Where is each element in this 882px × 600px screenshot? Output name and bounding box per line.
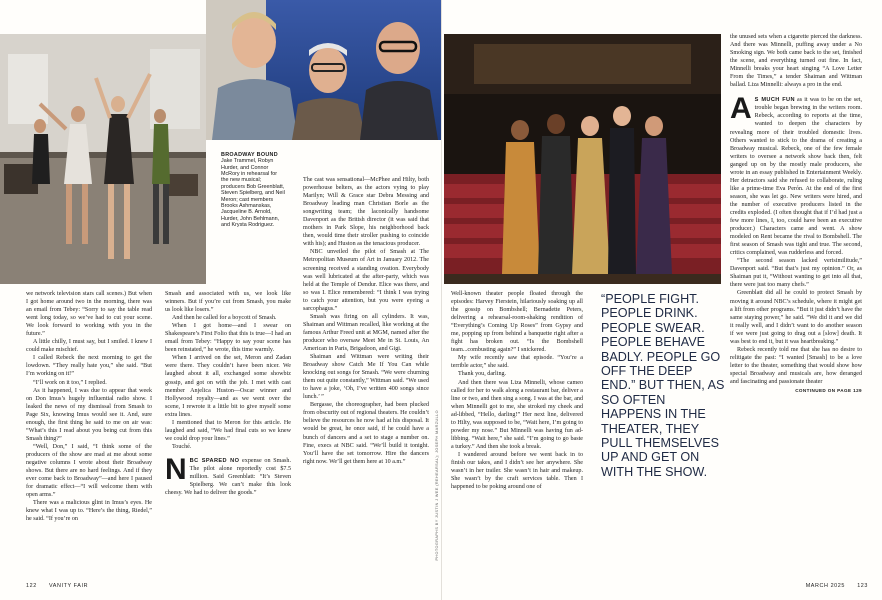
right-column-1-paragraph: My wife recently saw that episode. “You’re a terrible actor,” she said. [451, 355, 583, 370]
left-column-1-paragraph: As it happened, I was due to appear that week on Don Imus’s hugely influential radio show. I leaked the news of my dismissal from Smash to Page Six, knowing Imus would see it. And, sure enough, the first thing he said to me on air was: “What’s this I read about you being cut from this Smash thing?” [26, 387, 152, 442]
right-column-1-paragraph: Well-known theater people floated through the episodes: Harvey Fierstein, hilariously soaking up all the gossip on Bombshell; Bernadette Peters, delivering a rehearsal-room-shaking rendition of “Everything’s Coming Up Roses” from Gypsy and me, popping up from behind a banquette right after a fight has broken out. “Is the Bombshell team...combusting again?” I snickered. [451, 291, 583, 354]
left-column-2-paragraph: When I arrived on the set, Meron and Zadan were there. They couldn’t have been nicer. We laughed about it all, exchanged some showbiz gossip, and got on with the job. I met with cast member Anjelica Huston—Oscar winner and Hollywood royalty—and as we went over the scene, I rewrote it a little bit to give myself some extra lines. [165, 355, 291, 418]
left-column-2-paragraph: When I got home—and I swear on Shakespeare’s First Folio that this is true—I had an email from Tebey: “Happy to say your scene has been reinstated,” he wrote, this time warmly. [165, 323, 291, 354]
caption-body: Jake Trammel, Robyn Hurder, and Connor McRory in rehearsal for the new musical; producers Bob Greenblatt, Steven Spielberg, and Neil Meron; cast members Brooks Ashmanskas, Jacqueline B. Arnold, Hurder, John Behlmann, and Krysta Rodriguez. [221, 158, 285, 229]
left-column-1-paragraph: I called Rebeck the next morning to get the lowdown. “They really hate you,” she said. “But I’m working on it!” [26, 355, 152, 378]
rehearsal-photo-illustration [0, 34, 206, 284]
right-column-3-top: the unused sets when a cigarette pierced the darkness. And there was Minnelli, puffing away under a No Smoking sign. We both came back to the set, finished the scene, and everything turned out fine. In fact, Minnelli breaks your heart singing “A Love Letter From the Times,” a tender Shaiman and Wittman ballad. Liza Minnelli: always a pro in the end. [730, 34, 862, 89]
folio-left [26, 583, 88, 589]
dropcap-n: N [165, 452, 187, 486]
left-column-3-paragraph: The cast was sensational—McPhee and Hilty, both powerhouse belters, as the actors vying to play Marilyn; Will & Grace star Debra Messing and Broadway leading man Christian Borle as the songwriting team; the laconically handsome Davenport as the British director (it was said that mothers in Park Slope, his neighborhood back then, would time their stroller pushing to coincide with his); and Huston as the tenacious producer. [303, 177, 429, 248]
folio-right [736, 583, 868, 589]
left-column-2 [165, 290, 291, 497]
right-column-1-paragraph: Thank you, darling. [458, 371, 507, 378]
issue-date: MARCH 2025 [805, 583, 845, 589]
right-column-1 [451, 290, 583, 491]
cast-theater-illustration [444, 34, 721, 284]
photo-caption [221, 152, 285, 229]
right-page [441, 0, 882, 600]
left-column-1-paragraph: we network television stars call scenes.) But when I got home around two in the morning, there was an email from Tebey: “Sorry to say the table read went long today, so we’ve had to cut your scene. We look forward to working with you in the future.” [26, 291, 152, 338]
lead-in-n: BC SPARED NO [189, 457, 240, 464]
page-number-right: 123 [857, 583, 868, 589]
left-column-2-paragraph: Smash and associated with us, we look like winners. But if you’re cut from Smash, you make us look like losers.” [165, 291, 291, 314]
magazine-name: VANITY FAIR [49, 583, 89, 589]
photo-credit: PHOTOGRAPHS BY JUSTIN J WEE (REHEARSAL); JOSEPH MARZULLO [435, 410, 439, 561]
dropcap-a: A [730, 92, 752, 126]
left-column-1-paragraph: There was a malicious glint in Imus’s eyes. He knew what I was up to. “Here’s the thing, Riedel,” he said. “If you’re on [26, 500, 152, 523]
producers-portrait-illustration [206, 0, 441, 140]
left-column-2-paragraph: I mentioned that to Meron for this article. He laughed and said, “We had final cuts so we knew we could drop your lines.” [165, 419, 291, 442]
lead-in-a: S MUCH FUN [754, 97, 795, 104]
left-column-1 [26, 290, 152, 523]
left-column-1-paragraph: “Well, Don,” I said, “I think some of the producers of the show are mad at me about some negative columns I wrote about their Broadway shows. But there are no hard feelings. And if they ever come back to Broadway”—and here I paused for dramatic effect—“I will welcome them with open arms.” [26, 443, 152, 499]
cast-theater-photo [444, 34, 721, 284]
right-column-3-dropcap-paragraph [730, 92, 862, 257]
right-column-3-paragraph: “The second season lacked verisimilitude,” Davenport said. “But that’s just my opinion.” Or, as Shaiman put it, “Without wanting to get into all that, there were just too many chefs.” [730, 258, 862, 289]
left-column-3-paragraph: NBC unveiled the pilot of Smash at The Metropolitan Museum of Art in January 2012. The screening received a standing ovation. Everybody was well lubricated at the after-party, which was held at the Temple of Dendur. Elice was there, and so was I. Elice remembered: “I think I was trying to catch your attention, but you were eyeing a sarcophagus.” [303, 249, 429, 312]
left-column-2-paragraph: And then he called for a boycott of Smash. [172, 315, 277, 322]
left-column-1-paragraph: A little chilly, I must say, but I smiled. I knew I could make mischief. [26, 339, 152, 354]
producers-portrait-photo [206, 0, 441, 140]
left-column-2-paragraph: Touché. [172, 443, 192, 450]
right-column-3-paragraph: Rebeck recently told me that she has no desire to relitigate the past: “I wanted [Smash] to be a love letter to the theater, something that would show how special Broadway and musicals are, how deranged and fascinating and passionate theater [730, 346, 862, 385]
left-column-3-paragraph: Shaiman and Wittman were writing their Broadway show Catch Me If You Can while knocking out songs for Smash. “We were churning them out quite constantly,” Wittman said. “We used to have a joke, ‘Oh, I’ve written 400 songs since lunch.’ ” [303, 354, 429, 401]
left-column-3-paragraph: Bergasse, the choreographer, had been plucked from obscurity out of regional theaters. He couldn’t believe the resources he now had at his disposal. It would be great, he once said, if he could have a bunch of dancers and a set to stage a number on. Fine, execs at NBC said. “We’ll build it tonight. You’ll have the set tomorrow. Hire the dancers right now. We’ll get them here at 10 a.m.” [303, 402, 429, 465]
right-column-1-paragraph: I wandered around before we went back in to finish our takes, and I didn’t see her anywhere. She wasn’t in her trailer. She wasn’t in hair and makeup. She wasn’t by the craft services table. Then I happened to be poking around one of [451, 451, 583, 491]
page-number-left: 122 [26, 583, 37, 589]
caption-title: BROADWAY BOUND [221, 152, 278, 158]
left-column-2-dropcap-paragraph [165, 452, 291, 497]
pull-quote: “PEOPLE FIGHT. PEOPLE DRINK. PEOPLE SWEAR. PEOPLE BEHAVE BADLY. PEOPLE GO OFF THE DEEP END.” BUT THEN, AS SO OFTEN HAPPENS IN THE THEATER, THEY PULL THEMSELVES UP AND GET ON WITH THE SHOW. [601, 292, 725, 479]
continued-line: CONTINUED ON PAGE 129 [795, 388, 862, 394]
left-column-1-paragraph: “I’ll work on it too,” I replied. [33, 379, 107, 386]
right-column-3 [730, 33, 862, 395]
left-column-3 [303, 176, 429, 466]
left-column-3-paragraph: Smash was firing on all cylinders. It was, Shaiman and Wittman recalled, like working at the famous Arthur Freed unit at MGM, named after the producer who oversaw Meet Me in St. Louis, An American in Paris, Brigadoon, and Gigi. [303, 313, 429, 352]
right-column-3-paragraph: Greenblatt did all he could to protect Smash by moving it around NBC’s schedule, where it might get a lift from other programs. “But it just didn’t have the same staying power,” he said. “We did it and we did it really well, and I didn’t want to do another season if we were just going to drag out a [slow] death. It was best to end it, but it was heartbreaking.” [730, 290, 862, 345]
right-column-1-paragraph: And then there was Liza Minnelli, whose cameo called for her to walk along a restaurant bar, deliver a line or two, and then sing a song. I was at the bar, and when Minnelli got to me, she stroked my cheek and ad-libbed, “Hello, darling!” Her next line, delivered to Hilty, was supposed to be, “Wait here, I’m going to powder my nose.” But Minnelli was having fun ad-libbing. “Wait here,” she said. “I’m going to go baste a turkey.” And then she took a break. [451, 379, 583, 450]
right-column-3-dropcap-text: as it was to be on the set, trouble began brewing in the writers room. Rebeck, according to reports at the time, wanted to deepen the characters by revealing more of their troubled domestic lives. Others wanted to stick to the drama of creating a Broadway musical. Rebeck, one of the few female writers to oversee a network show back then, felt ganged up on by the mostly male producers, she wrote in an essay published in Entertainment Weekly. Her detractors said she refused to collaborate, ruling like a prime-time Eva Perón. At the end of the first season, she was let go. New writers were hired, and the number of executive producers listed in the credits exploded. (I often thought that if I’d had just a few more lines, I, too, could have been an executive producer.) Characters came and went. A show modeled on Rent became the rival to Bombshell. The first season of Smash was tight and true. The second, critics complained, was rudderless and forced. [730, 97, 862, 257]
rehearsal-photo [0, 34, 206, 284]
left-column-2-dropcap-text: expense on Smash. The pilot alone reportedly cost $7.5 million. Said Greenblatt: “It’s Steven Spielberg. We can’t make this look cheesy. We had to deliver the goods.” [165, 457, 291, 497]
